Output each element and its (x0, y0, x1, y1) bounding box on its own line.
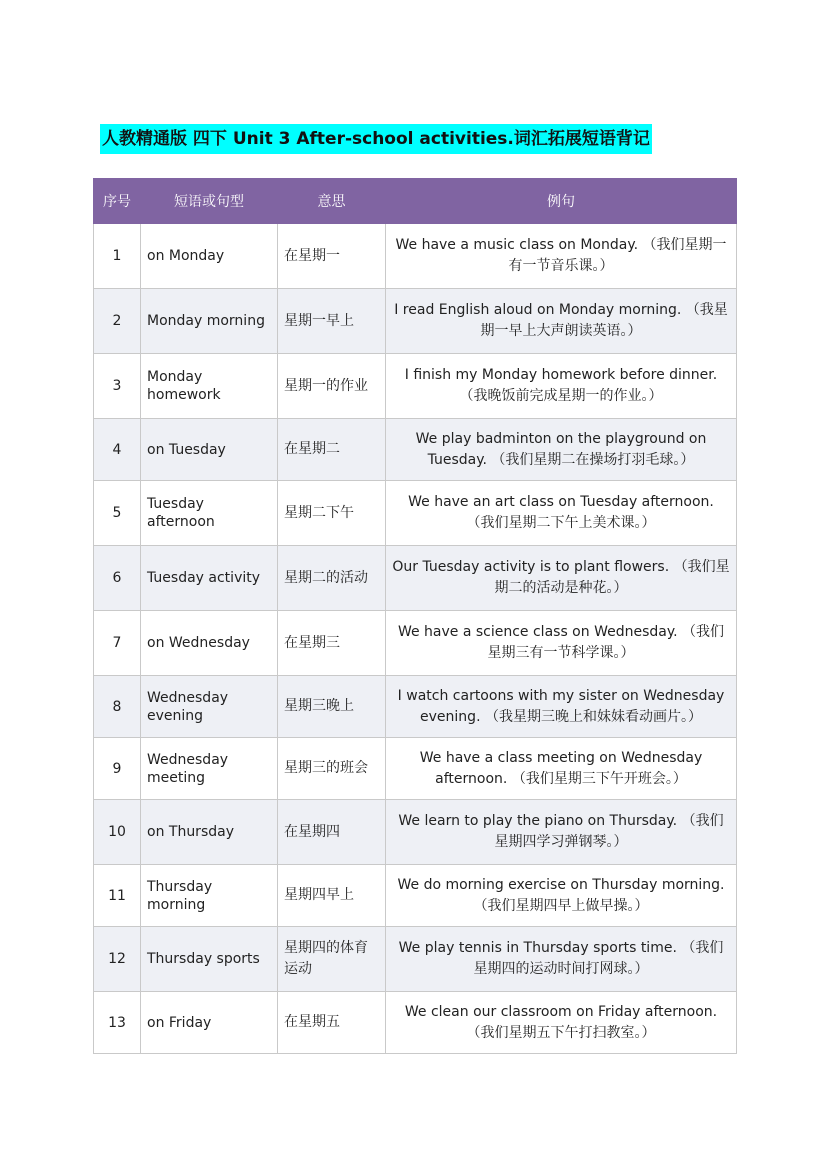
row-phrase: Tuesday afternoon (141, 481, 278, 546)
row-meaning: 在星期四 (278, 800, 386, 865)
row-example: I read English aloud on Monday morning. （我星期一早上大声朗读英语。） (386, 289, 737, 354)
row-example: We do morning exercise on Thursday morning. （我们星期四早上做早操。） (386, 865, 737, 927)
row-phrase: Tuesday activity (141, 546, 278, 611)
row-num: 7 (94, 611, 141, 676)
table-row (94, 738, 737, 800)
row-meaning: 星期一的作业 (278, 354, 386, 419)
table-row (94, 481, 737, 546)
row-example: I finish my Monday homework before dinner. （我晚饭前完成星期一的作业。） (386, 354, 737, 419)
header-meaning: 意思 (278, 179, 386, 224)
table-row (94, 800, 737, 865)
header-row (94, 179, 737, 224)
table-body (94, 224, 737, 1054)
row-num: 4 (94, 419, 141, 481)
table-row (94, 419, 737, 481)
row-phrase: on Tuesday (141, 419, 278, 481)
page-title: 人教精通版 四下 Unit 3 After-school activities.词汇拓展短语背记 (100, 124, 652, 154)
row-phrase: Wednesday meeting (141, 738, 278, 800)
row-num: 13 (94, 992, 141, 1054)
row-num: 10 (94, 800, 141, 865)
row-example: I watch cartoons with my sister on Wednesday evening. （我星期三晚上和妹妹看动画片。） (386, 676, 737, 738)
table-row (94, 354, 737, 419)
table-row (94, 676, 737, 738)
table-header (94, 179, 737, 224)
row-meaning: 在星期二 (278, 419, 386, 481)
table-row (94, 927, 737, 992)
row-example: We have a class meeting on Wednesday afternoon. （我们星期三下午开班会。） (386, 738, 737, 800)
row-phrase: on Friday (141, 992, 278, 1054)
row-num: 9 (94, 738, 141, 800)
row-meaning: 星期四早上 (278, 865, 386, 927)
row-phrase: Thursday morning (141, 865, 278, 927)
row-meaning: 在星期一 (278, 224, 386, 289)
table-row (94, 224, 737, 289)
row-num: 2 (94, 289, 141, 354)
row-num: 3 (94, 354, 141, 419)
table-row (94, 611, 737, 676)
row-example: We have a science class on Wednesday. （我们星期三有一节科学课。） (386, 611, 737, 676)
row-example: We play tennis in Thursday sports time. （我们星期四的运动时间打网球。） (386, 927, 737, 992)
row-meaning: 星期三晚上 (278, 676, 386, 738)
vocab-table (93, 178, 737, 1054)
row-phrase: on Thursday (141, 800, 278, 865)
row-num: 5 (94, 481, 141, 546)
row-example: We play badminton on the playground on Tuesday. （我们星期二在操场打羽毛球。） (386, 419, 737, 481)
row-example: Our Tuesday activity is to plant flowers. （我们星期二的活动是种花。） (386, 546, 737, 611)
row-num: 6 (94, 546, 141, 611)
row-example: We have an art class on Tuesday afternoon. （我们星期二下午上美术课。） (386, 481, 737, 546)
row-meaning: 星期三的班会 (278, 738, 386, 800)
table-row (94, 289, 737, 354)
table-row (94, 865, 737, 927)
row-phrase: Thursday sports (141, 927, 278, 992)
row-phrase: Monday homework (141, 354, 278, 419)
title-block (100, 124, 652, 154)
row-example: We clean our classroom on Friday afternoon. （我们星期五下午打扫教室。） (386, 992, 737, 1054)
row-meaning: 在星期三 (278, 611, 386, 676)
header-example: 例句 (386, 179, 737, 224)
row-phrase: Wednesday evening (141, 676, 278, 738)
row-num: 8 (94, 676, 141, 738)
table-row (94, 992, 737, 1054)
header-num: 序号 (94, 179, 141, 224)
table-row (94, 546, 737, 611)
row-phrase: on Wednesday (141, 611, 278, 676)
row-meaning: 星期二的活动 (278, 546, 386, 611)
row-phrase: Monday morning (141, 289, 278, 354)
row-num: 12 (94, 927, 141, 992)
row-example: We learn to play the piano on Thursday. （我们星期四学习弹钢琴。） (386, 800, 737, 865)
row-meaning: 星期一早上 (278, 289, 386, 354)
row-phrase: on Monday (141, 224, 278, 289)
header-phrase: 短语或句型 (141, 179, 278, 224)
row-meaning: 在星期五 (278, 992, 386, 1054)
row-meaning: 星期二下午 (278, 481, 386, 546)
row-meaning: 星期四的体育运动 (278, 927, 386, 992)
row-num: 1 (94, 224, 141, 289)
row-num: 11 (94, 865, 141, 927)
row-example: We have a music class on Monday. （我们星期一有一节音乐课。） (386, 224, 737, 289)
